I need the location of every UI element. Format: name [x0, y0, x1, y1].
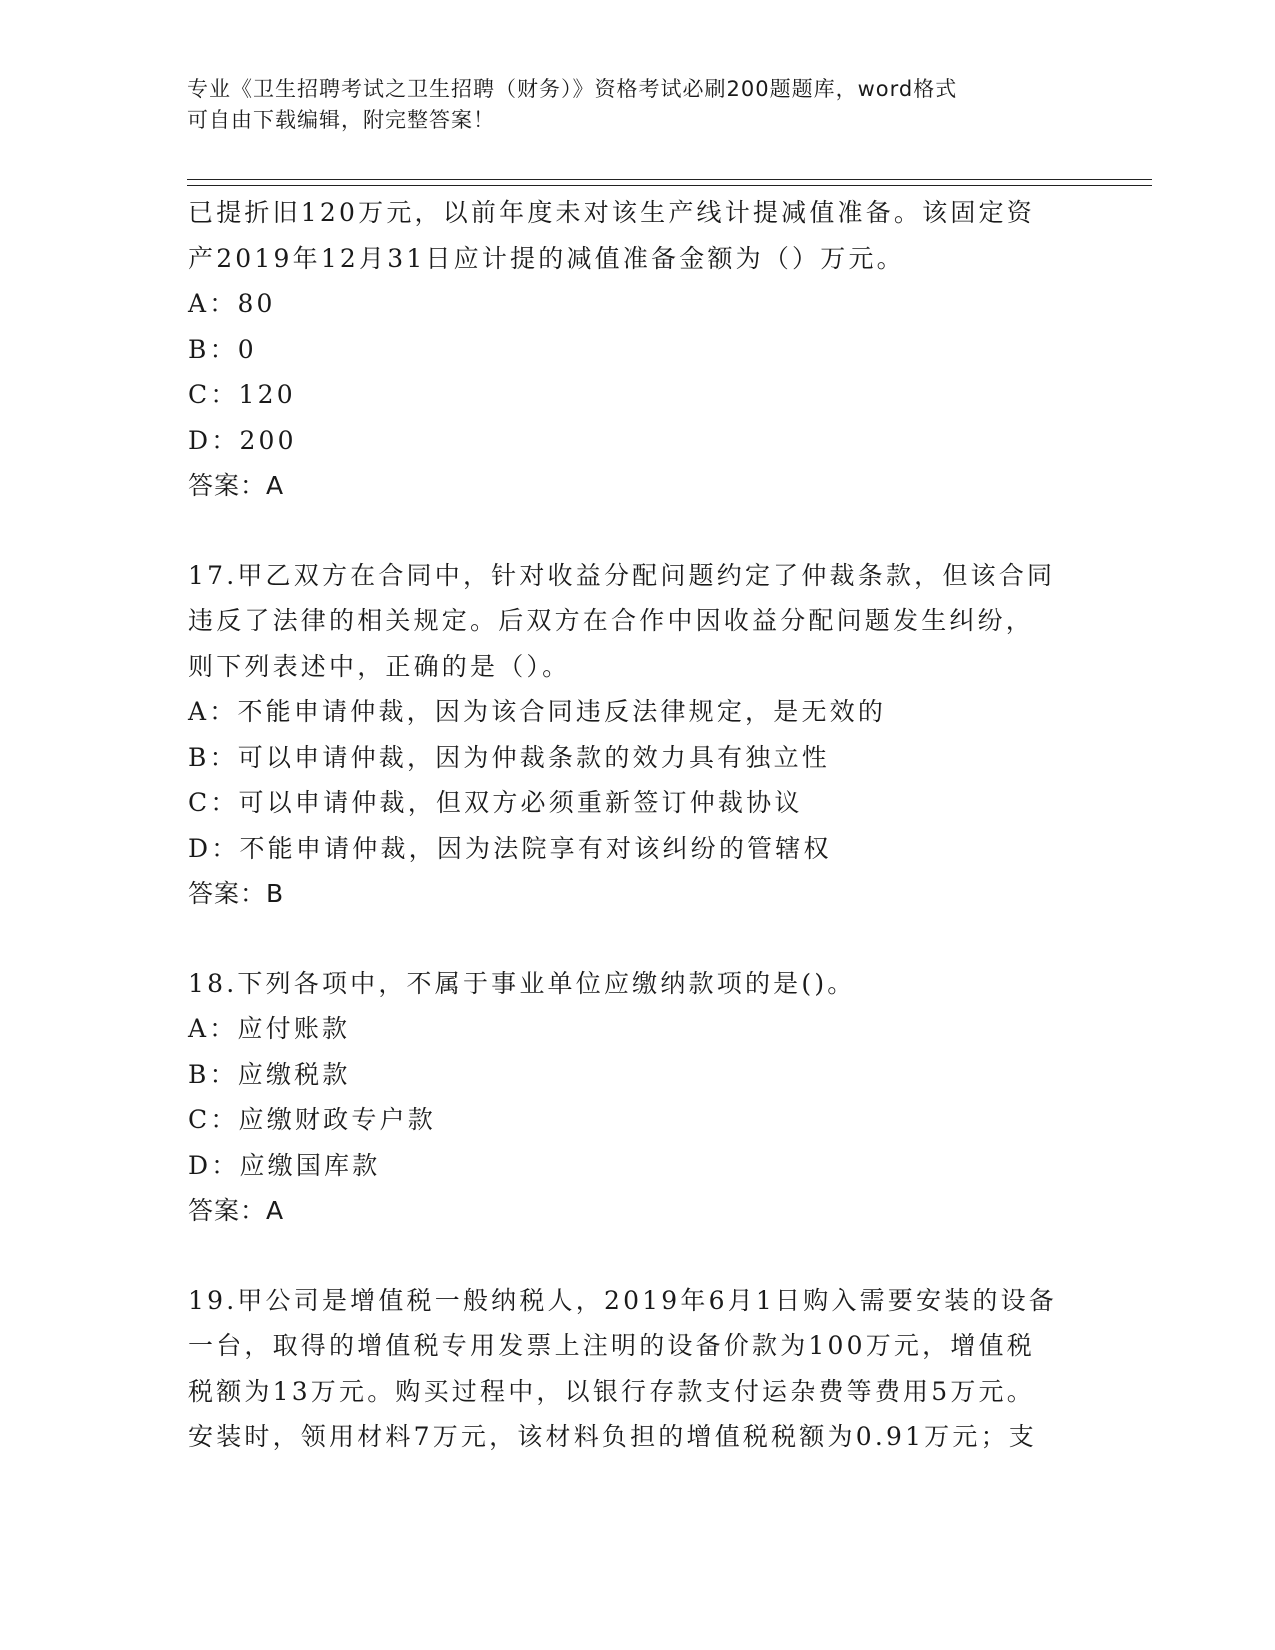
question-stem-line: 已提折旧120万元，以前年度未对该生产线计提减值准备。该固定资 — [188, 198, 1035, 227]
header-divider-top — [187, 179, 1152, 180]
question-17 — [188, 553, 1088, 917]
option-a: A：不能申请仲裁，因为该合同违反法律规定，是无效的 — [188, 697, 887, 726]
option-d: D：不能申请仲裁，因为法院享有对该纠纷的管辖权 — [188, 833, 832, 863]
header-line-2: 可自由下载编辑，附完整答案！ — [187, 108, 495, 132]
answer: 答案：A — [188, 1196, 285, 1225]
question-18 — [188, 961, 1088, 1234]
question-19 — [188, 1278, 1088, 1460]
question-stem-line: 税额为13万元。购买过程中，以银行存款支付运杂费等费用5万元。 — [188, 1376, 1035, 1406]
question-list — [188, 190, 1088, 1460]
header-line-1: 专业《卫生招聘考试之卫生招聘（财务）》资格考试必刷200题题库，word格式 — [187, 77, 958, 101]
spacer — [188, 1234, 1088, 1278]
option-b: B：0 — [188, 334, 257, 364]
question-16 — [188, 190, 1088, 509]
question-stem-line: 18.下列各项中，不属于事业单位应缴纳款项的是()。 — [188, 968, 856, 998]
header-divider-bottom — [187, 185, 1152, 186]
option-a: A：应付账款 — [188, 1014, 351, 1043]
document-header — [187, 74, 1067, 136]
question-stem-line: 产2019年12月31日应计提的减值准备金额为（）万元。 — [188, 243, 905, 273]
option-d: D：200 — [188, 425, 297, 455]
option-d: D：应缴国库款 — [188, 1150, 381, 1180]
option-b: B：应缴税款 — [188, 1059, 351, 1089]
option-c: C：可以申请仲裁，但双方必须重新签订仲裁协议 — [188, 788, 803, 817]
spacer — [188, 917, 1088, 961]
option-a: A：80 — [188, 289, 276, 318]
option-c: C：应缴财政专户款 — [188, 1105, 436, 1134]
question-stem-line: 一台，取得的增值税专用发票上注明的设备价款为100万元，增值税 — [188, 1331, 1035, 1360]
question-stem-line: 17.甲乙双方在合同中，针对收益分配问题约定了仲裁条款，但该合同 — [188, 560, 1056, 590]
question-stem-line: 违反了法律的相关规定。后双方在合作中因收益分配问题发生纠纷， — [188, 606, 1035, 635]
question-stem-line: 19.甲公司是增值税一般纳税人，2019年6月1日购入需要安装的设备 — [188, 1285, 1057, 1315]
option-c: C：120 — [188, 380, 296, 409]
answer: 答案：B — [188, 879, 285, 908]
option-b: B：可以申请仲裁，因为仲裁条款的效力具有独立性 — [188, 742, 830, 772]
question-stem-line: 则下列表述中，正确的是（）。 — [188, 651, 571, 681]
question-stem-line: 安装时，领用材料7万元，该材料负担的增值税税额为0.91万元；支 — [188, 1422, 1037, 1451]
spacer — [188, 509, 1088, 553]
answer: 答案：A — [188, 471, 285, 500]
